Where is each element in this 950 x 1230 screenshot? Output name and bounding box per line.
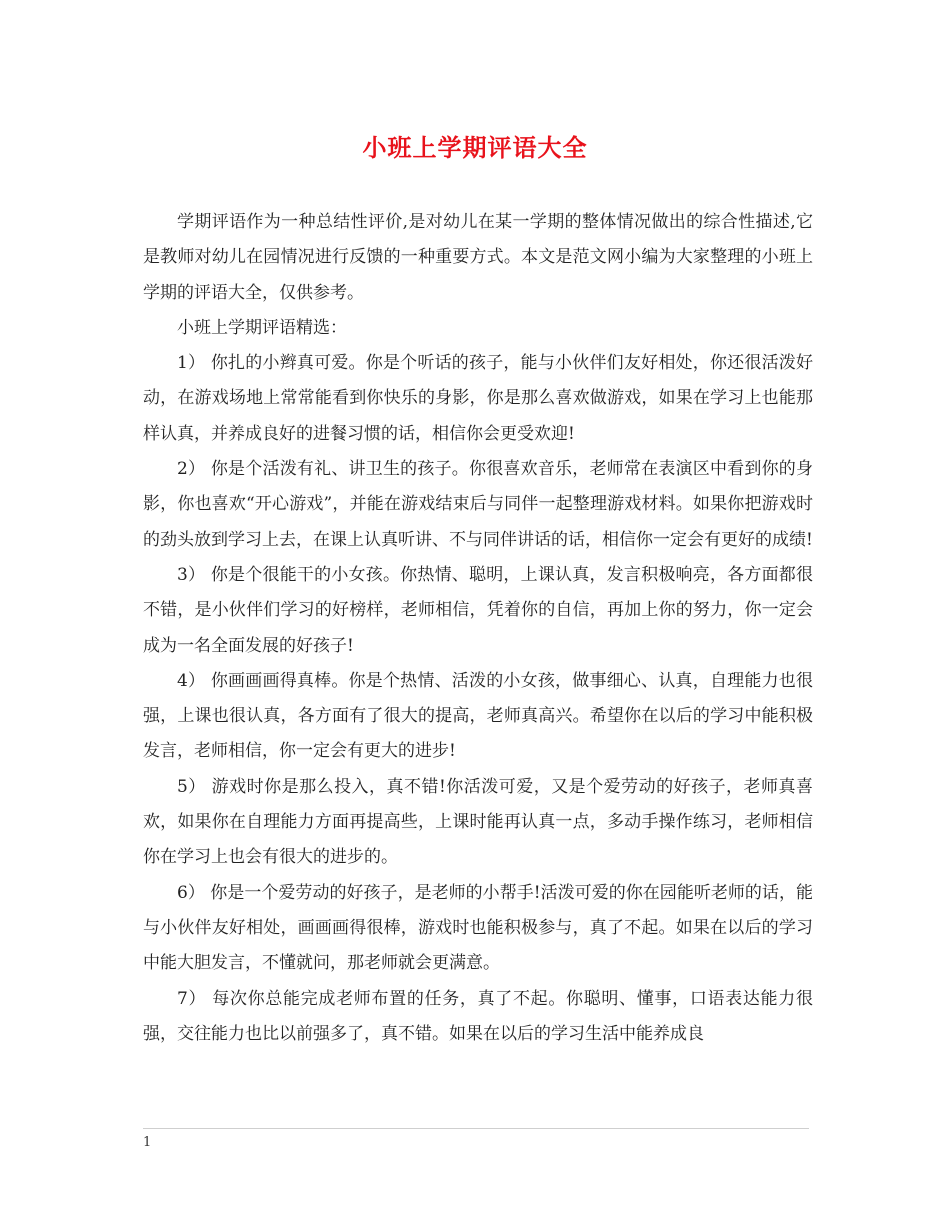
- footer-divider: [143, 1128, 809, 1129]
- paragraph-comment-6: 6） 你是一个爱劳动的好孩子，是老师的小帮手!活泼可爱的你在园能听老师的话，能与小伙伴友好相处，画画画得很棒，游戏时也能积极参与，真了不起。如果在以后的学习中能大胆发言，不懂就问，那老师就会更满意。: [143, 882, 813, 974]
- paragraph-comment-2: 2） 你是个活泼有礼、讲卫生的孩子。你很喜欢音乐，老师常在表演区中看到你的身影，你也喜欢“开心游戏”，并能在游戏结束后与同伴一起整理游戏材料。如果你把游戏时的劲头放到学习上去，在课上认真听讲、不与同伴讲话的话，相信你一定会有更好的成绩!: [143, 459, 813, 550]
- paragraph-comment-3: 3） 你是个很能干的小女孩。你热情、聪明，上课认真，发言积极响亮，各方面都很不错，是小伙伴们学习的好榜样，老师相信，凭着你的自信，再加上你的努力，你一定会成为一名全面发展的好孩子!: [143, 564, 813, 656]
- paragraph-section-heading: 小班上学期评语精选：: [177, 317, 347, 338]
- paragraph-comment-4: 4） 你画画画得真棒。你是个热情、活泼的小女孩，做事细心、认真，自理能力也很强，上课也很认真，各方面有了很大的提高，老师真高兴。希望你在以后的学习中能积极发言，老师相信，你一定会有更大的进步!: [143, 670, 813, 762]
- paragraph-comment-5: 5） 游戏时你是那么投入，真不错!你活泼可爱，又是个爱劳动的好孩子，老师真喜欢，如果你在自理能力方面再提高些，上课时能再认真一点，多动手操作练习，老师相信你在学习上也会有很大的进步的。: [143, 776, 813, 868]
- paragraph-comment-1: 1） 你扎的小辫真可爱。你是个听话的孩子，能与小伙伴们友好相处，你还很活泼好动，在游戏场地上常常能看到你快乐的身影，你是那么喜欢做游戏，如果在学习上也能那样认真，并养成良好的进餐习惯的话，相信你会更受欢迎!: [143, 353, 813, 444]
- paragraph-comment-7: 7） 每次你总能完成老师布置的任务，真了不起。你聪明、懂事，口语表达能力很强，交往能力也比以前强多了，真不错。如果在以后的学习生活中能养成良: [143, 988, 813, 1044]
- document-title: 小班上学期评语大全: [362, 133, 588, 162]
- page-number: 1: [143, 1135, 152, 1150]
- document-body: [143, 205, 813, 1052]
- paragraph-intro: 学期评语作为一种总结性评价,是对幼儿在某一学期的整体情况做出的综合性描述,它是教师对幼儿在园情况进行反馈的一种重要方式。本文是范文网小编为大家整理的小班上学期的评语大全，仅供参考。: [143, 212, 813, 303]
